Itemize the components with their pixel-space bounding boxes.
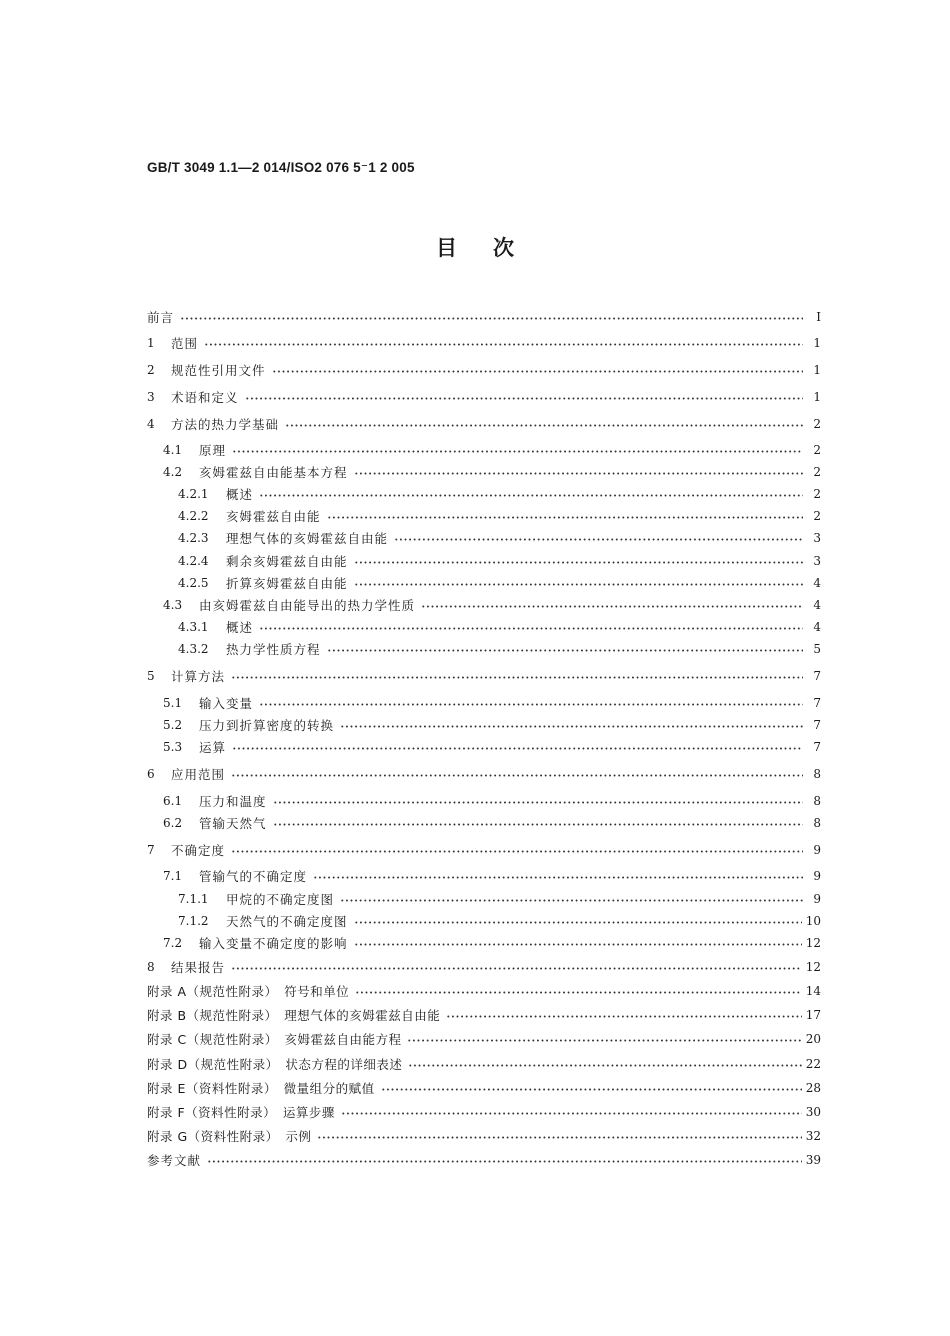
toc-label: 亥姆霍兹自由能基本方程 [199, 465, 348, 480]
toc-page-number: 9 [813, 869, 821, 883]
toc-entry-appendix-e[interactable] [147, 1078, 821, 1098]
toc-entry-4-2-1[interactable] [178, 484, 821, 504]
toc-entry-7-1-1[interactable] [178, 889, 821, 909]
toc-number: 6 [147, 767, 155, 781]
toc-number: 7 [147, 843, 155, 857]
toc-label: 压力到折算密度的转换 [199, 718, 335, 733]
toc-page-number: 28 [805, 1081, 821, 1095]
toc-entry-appendix-f[interactable] [147, 1102, 821, 1122]
toc-label: 附录 D（规范性附录） 状态方程的详细表述 [147, 1057, 403, 1072]
toc-page-number: 12 [805, 936, 821, 950]
toc-entry-5-2[interactable] [163, 715, 821, 735]
toc-page-number: 9 [813, 892, 821, 906]
toc-label: 运算 [199, 740, 227, 755]
leader-dots [180, 317, 803, 320]
toc-label: 范围 [171, 336, 199, 351]
toc-page-number: 10 [805, 914, 821, 928]
toc-entry-appendix-b[interactable] [147, 1005, 821, 1025]
toc-number: 4 [147, 417, 155, 431]
toc-number: 2 [147, 363, 155, 377]
toc-label: 附录 A（规范性附录） 符号和单位 [147, 984, 350, 999]
toc-entry-appendix-a[interactable] [147, 981, 821, 1001]
toc-entry-4[interactable] [147, 414, 821, 434]
toc-entry-5-3[interactable] [163, 737, 821, 757]
toc-number: 8 [147, 960, 155, 974]
leader-dots [273, 823, 803, 826]
toc-page-number: 17 [805, 1008, 821, 1022]
toc-page-number: 4 [813, 598, 821, 612]
toc-page-number: 8 [813, 816, 821, 830]
leader-dots [231, 967, 802, 970]
toc-entry-7-1-2[interactable] [178, 911, 821, 931]
toc-page-number: 3 [813, 531, 821, 545]
leader-dots [273, 801, 803, 804]
toc-page-number: 7 [813, 696, 821, 710]
toc-number: 4.3.1 [178, 620, 209, 634]
toc-number: 3 [147, 390, 155, 404]
leader-dots [327, 649, 803, 652]
toc-number: 5.3 [163, 740, 183, 754]
toc-page-number: 14 [805, 984, 821, 998]
leader-dots [421, 605, 803, 608]
toc-label: 方法的热力学基础 [171, 417, 280, 432]
leader-dots [285, 424, 803, 427]
toc-entry-7[interactable] [147, 840, 821, 860]
toc-number: 7.2 [163, 936, 183, 950]
toc-label: 由亥姆霍兹自由能导出的热力学性质 [199, 598, 416, 613]
toc-label: 附录 B（规范性附录） 理想气体的亥姆霍兹自由能 [147, 1008, 441, 1023]
toc-entry-4-3-1[interactable] [178, 617, 821, 637]
toc-number: 6.2 [163, 816, 183, 830]
leader-dots [259, 494, 803, 497]
toc-entry-appendix-g[interactable] [147, 1126, 821, 1146]
toc-page-number: 4 [813, 620, 821, 634]
toc-label: 理想气体的亥姆霍兹自由能 [226, 531, 389, 546]
toc-entry-6-1[interactable] [163, 791, 821, 811]
toc-page-number: 39 [805, 1153, 821, 1167]
leader-dots [354, 561, 803, 564]
toc-number: 1 [147, 336, 155, 350]
toc-page-number: 22 [805, 1057, 821, 1071]
toc-number: 4.2.5 [178, 576, 209, 590]
leader-dots [340, 725, 803, 728]
toc-entry-1[interactable] [147, 333, 821, 353]
toc-page-number: I [816, 310, 821, 324]
toc-label: 输入变量 [199, 696, 254, 711]
leader-dots [259, 627, 803, 630]
toc-number: 4.3 [163, 598, 183, 612]
toc-page-number: 20 [805, 1032, 821, 1046]
toc-label: 计算方法 [171, 669, 226, 684]
leader-dots [259, 703, 803, 706]
leader-dots [354, 472, 803, 475]
toc-label: 概述 [226, 620, 254, 635]
leader-dots [407, 1039, 801, 1042]
toc-number: 5.2 [163, 718, 183, 732]
toc-label: 应用范围 [171, 767, 226, 782]
toc-entry-4-2-4[interactable] [178, 551, 821, 571]
leader-dots [354, 921, 802, 924]
leader-dots [232, 450, 803, 453]
toc-label: 参考文献 [147, 1153, 202, 1168]
toc-number: 7.1 [163, 869, 183, 883]
toc-entry-4-2-2[interactable] [178, 506, 821, 526]
standard-code-header: GB/T 3049 1.1—2 014/ISO2 076 5⁻1 2 005 [147, 160, 415, 175]
leader-dots [327, 516, 803, 519]
toc-page-number: 7 [813, 669, 821, 683]
toc-entry-5-1[interactable] [163, 693, 821, 713]
toc-label: 概述 [226, 487, 254, 502]
toc-label: 规范性引用文件 [171, 363, 266, 378]
toc-label: 不确定度 [171, 843, 226, 858]
toc-entry-5[interactable] [147, 666, 821, 686]
toc-number: 4.1 [163, 443, 183, 457]
toc-entry-4-1[interactable] [163, 440, 821, 460]
leader-dots [272, 370, 803, 373]
toc-label: 原理 [199, 443, 227, 458]
leader-dots [317, 1136, 801, 1139]
toc-page-number: 1 [813, 336, 821, 350]
toc-page-number: 1 [813, 363, 821, 377]
toc-entry-appendix-d[interactable] [147, 1054, 821, 1074]
toc-page-number: 2 [813, 487, 821, 501]
toc-page-number: 8 [813, 767, 821, 781]
toc-page-number: 7 [813, 740, 821, 754]
page-title: 目次 [436, 236, 550, 260]
leader-dots [341, 1112, 802, 1115]
toc-page-number: 2 [813, 465, 821, 479]
toc-label: 甲烷的不确定度图 [226, 892, 335, 907]
leader-dots [355, 991, 801, 994]
leader-dots [408, 1064, 801, 1067]
leader-dots [354, 583, 803, 586]
toc-label: 输入变量不确定度的影响 [199, 936, 348, 951]
leader-dots [394, 538, 803, 541]
toc-number: 4.2.2 [178, 509, 209, 523]
toc-page-number: 3 [813, 554, 821, 568]
toc-page-number: 2 [813, 417, 821, 431]
toc-label: 前言 [147, 310, 175, 325]
toc-page-number: 12 [805, 960, 821, 974]
leader-dots [232, 747, 803, 750]
toc-entry-6[interactable] [147, 764, 821, 784]
toc-label: 术语和定义 [171, 390, 239, 405]
leader-dots [207, 1160, 802, 1163]
leader-dots [231, 676, 803, 679]
toc-page-number: 30 [805, 1105, 821, 1119]
toc-entry-bibliography[interactable] [147, 1150, 821, 1170]
leader-dots [446, 1015, 801, 1018]
toc-page-number: 9 [813, 843, 821, 857]
leader-dots [245, 397, 803, 400]
toc-label: 附录 F（资料性附录） 运算步骤 [147, 1105, 335, 1120]
leader-dots [231, 774, 803, 777]
toc-label: 亥姆霍兹自由能 [226, 509, 321, 524]
toc-page-number: 32 [805, 1129, 821, 1143]
toc-label: 附录 E（资料性附录） 微量组分的赋值 [147, 1081, 375, 1096]
toc-entry-4-2-5[interactable] [178, 573, 821, 593]
toc-entry-foreword[interactable] [147, 307, 821, 327]
leader-dots [313, 876, 803, 879]
leader-dots [354, 943, 802, 946]
toc-label: 剩余亥姆霍兹自由能 [226, 554, 348, 569]
toc-entry-6-2[interactable] [163, 813, 821, 833]
toc-label: 折算亥姆霍兹自由能 [226, 576, 348, 591]
toc-number: 5.1 [163, 696, 183, 710]
toc-label: 热力学性质方程 [226, 642, 321, 657]
toc-number: 6.1 [163, 794, 183, 808]
toc-number: 4.3.2 [178, 642, 209, 656]
toc-label: 管输气的不确定度 [199, 869, 308, 884]
toc-label: 附录 G（资料性附录） 示例 [147, 1129, 312, 1144]
toc-page-number: 2 [813, 443, 821, 457]
toc-page-number: 7 [813, 718, 821, 732]
toc-entry-4-2[interactable] [163, 462, 821, 482]
toc-label: 压力和温度 [199, 794, 267, 809]
toc-entry-3[interactable] [147, 387, 821, 407]
toc-entry-2[interactable] [147, 360, 821, 380]
leader-dots [231, 850, 803, 853]
toc-page-number: 5 [813, 642, 821, 656]
toc-entry-7-1[interactable] [163, 866, 821, 886]
toc-page-number: 8 [813, 794, 821, 808]
toc-page-number: 2 [813, 509, 821, 523]
toc-entry-7-2[interactable] [163, 933, 821, 953]
toc-number: 4.2.3 [178, 531, 209, 545]
toc-number: 5 [147, 669, 155, 683]
toc-label: 结果报告 [171, 960, 226, 975]
toc-label: 附录 C（规范性附录） 亥姆霍兹自由能方程 [147, 1032, 402, 1047]
toc-number: 7.1.1 [178, 892, 209, 906]
leader-dots [340, 899, 803, 902]
leader-dots [204, 343, 803, 346]
toc-label: 管输天然气 [199, 816, 267, 831]
leader-dots [381, 1088, 802, 1091]
toc-page-number: 1 [813, 390, 821, 404]
toc-number: 7.1.2 [178, 914, 209, 928]
toc-entry-8[interactable] [147, 957, 821, 977]
toc-number: 4.2.1 [178, 487, 209, 501]
toc-number: 4.2 [163, 465, 183, 479]
toc-number: 4.2.4 [178, 554, 209, 568]
toc-entry-4-3[interactable] [163, 595, 821, 615]
toc-entry-4-2-3[interactable] [178, 528, 821, 548]
toc-entry-appendix-c[interactable] [147, 1029, 821, 1049]
toc-entry-4-3-2[interactable] [178, 639, 821, 659]
toc-page-number: 4 [813, 576, 821, 590]
toc-label: 天然气的不确定度图 [226, 914, 348, 929]
